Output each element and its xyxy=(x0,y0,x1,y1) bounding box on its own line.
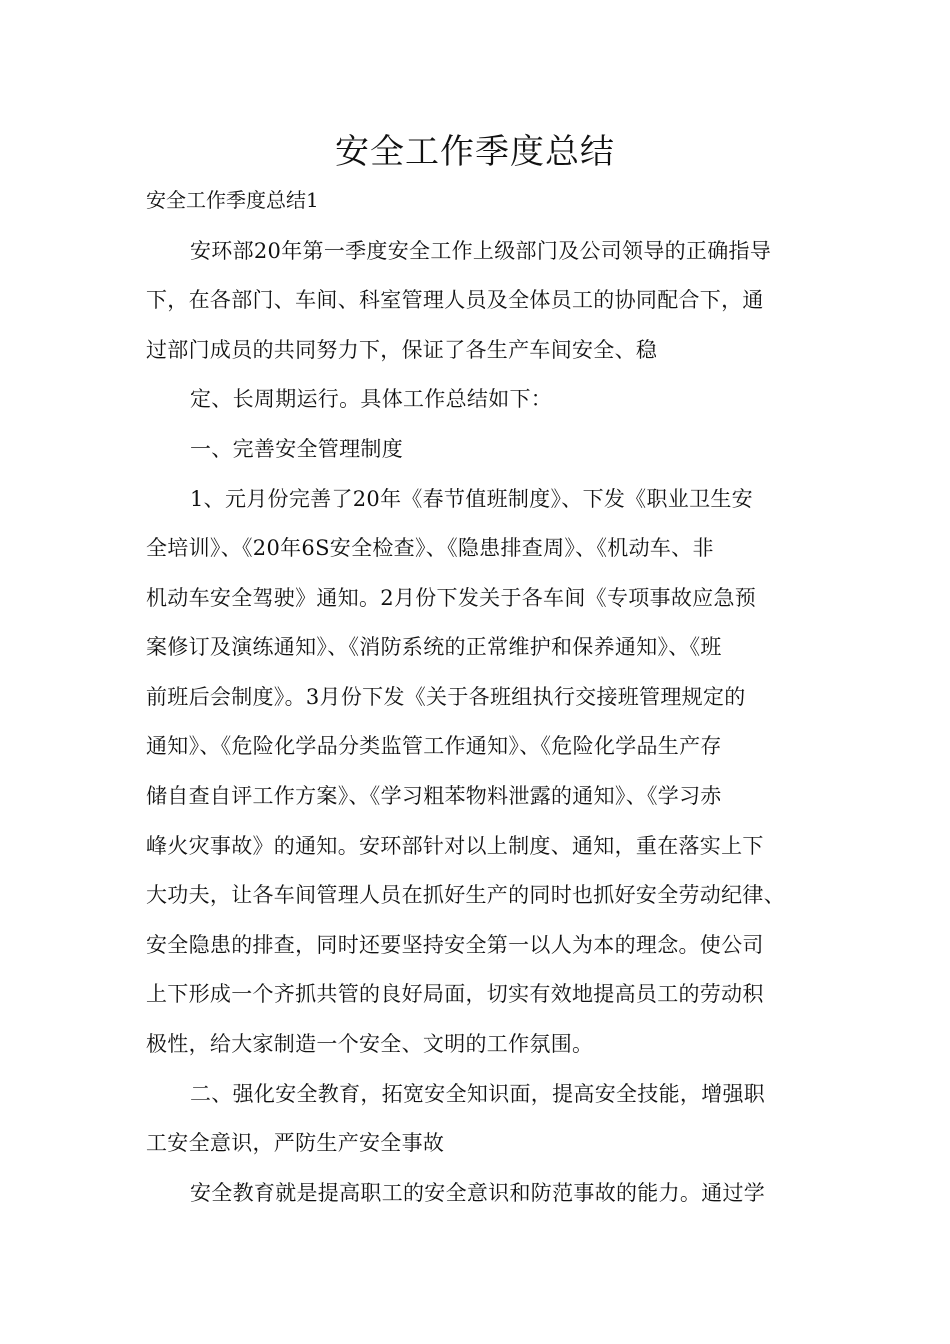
paragraph-line: 储自查自评工作方案》、《学习粗苯物料泄露的通知》、《学习赤 xyxy=(146,784,722,808)
paragraph-line: 1、元月份完善了20年《春节值班制度》、下发《职业卫生安 xyxy=(190,487,753,511)
paragraph-line: 安环部20年第一季度安全工作上级部门及公司领导的正确指导 xyxy=(190,239,772,263)
paragraph-line: 定、长周期运行。具体工作总结如下： xyxy=(190,387,553,411)
section-heading: 二、强化安全教育，拓宽安全知识面，提高安全技能，增强职 xyxy=(190,1082,766,1106)
section-heading: 一、完善安全管理制度 xyxy=(190,437,403,461)
paragraph-line: 全培训》、《20年6S安全检查》、《隐患排查周》、《机动车、非 xyxy=(146,536,714,560)
paragraph-line: 安全教育就是提高职工的安全意识和防范事故的能力。通过学 xyxy=(190,1181,766,1205)
paragraph-line: 下，在各部门、车间、科室管理人员及全体员工的协同配合下，通 xyxy=(146,288,764,312)
paragraph-line: 过部门成员的共同努力下，保证了各生产车间安全、稳 xyxy=(146,338,658,362)
paragraph-line: 安全隐患的排查，同时还要坚持安全第一以人为本的理念。使公司 xyxy=(146,933,764,957)
paragraph-line: 前班后会制度》。3月份下发《关于各班组执行交接班管理规定的 xyxy=(146,685,746,709)
paragraph-line: 上下形成一个齐抓共管的良好局面，切实有效地提高员工的劳动积 xyxy=(146,982,764,1006)
section-heading-continued: 工安全意识，严防生产安全事故 xyxy=(146,1131,445,1155)
paragraph-line: 峰火灾事故》的通知。安环部针对以上制度、通知，重在落实上下 xyxy=(146,834,764,858)
paragraph-line: 极性，给大家制造一个安全、文明的工作氛围。 xyxy=(146,1032,594,1056)
paragraph-line: 机动车安全驾驶》通知。2月份下发关于各车间《专项事故应急预 xyxy=(146,586,757,610)
paragraph-line: 大功夫，让各车间管理人员在抓好生产的同时也抓好安全劳动纪律、 xyxy=(146,883,785,907)
paragraph-line: 案修订及演练通知》、《消防系统的正常维护和保养通知》、《班 xyxy=(146,635,722,659)
document-subtitle: 安全工作季度总结1 xyxy=(146,188,319,212)
paragraph-line: 通知》、《危险化学品分类监管工作通知》、《危险化学品生产存 xyxy=(146,734,722,758)
document-title: 安全工作季度总结 xyxy=(335,132,615,172)
